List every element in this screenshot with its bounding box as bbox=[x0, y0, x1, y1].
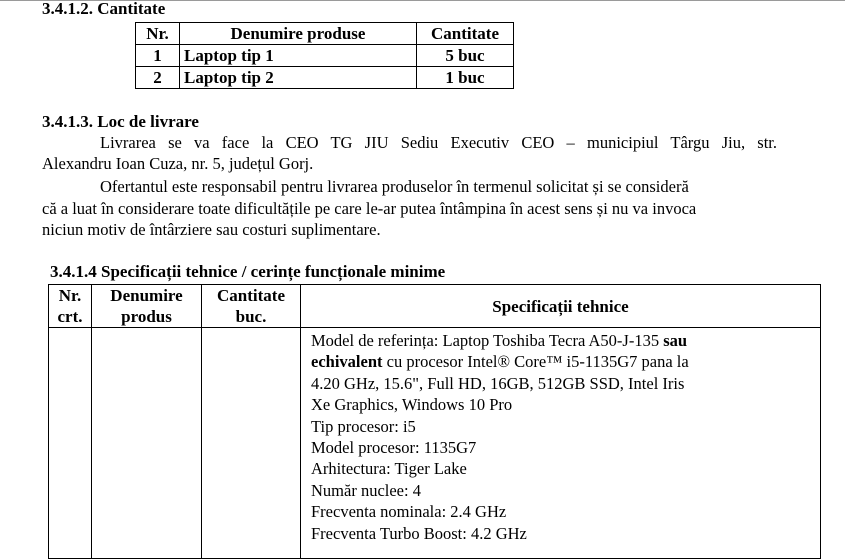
cell-denumire-produs bbox=[92, 328, 202, 559]
header-nr-line1: Nr. bbox=[58, 286, 82, 305]
spec-body-row bbox=[49, 328, 821, 559]
livrare-p1-line2: Alexandru Ioan Cuza, nr. 5, județul Gorj. bbox=[42, 154, 314, 173]
spec-line: Tip procesor: i5 bbox=[311, 416, 416, 436]
header-cant-line2: buc. bbox=[235, 307, 267, 326]
cell-cantitate: 5 buc bbox=[417, 45, 514, 67]
spec-line: Număr nuclee: 4 bbox=[311, 480, 421, 500]
livrare-heading: 3.4.1.3. Loc de livrare bbox=[42, 112, 199, 131]
spec-line: Arhitectura: Tiger Lake bbox=[311, 459, 467, 479]
header-nr-crt bbox=[49, 285, 92, 328]
spec-line: Model procesor: 1135G7 bbox=[311, 438, 477, 458]
spec-table bbox=[48, 284, 821, 559]
spec-line: Frecventa nominala: 2.4 GHz bbox=[311, 502, 507, 522]
header-denumire-produs bbox=[92, 285, 202, 328]
header-cantitate-buc bbox=[202, 285, 301, 328]
livrare-p2-line3: niciun motiv de întârziere sau costuri suplimentare. bbox=[42, 220, 381, 239]
header-cant-line1: Cantitate bbox=[217, 286, 285, 305]
cell-nr: 2 bbox=[136, 67, 180, 89]
cell-specificatii bbox=[301, 328, 821, 559]
cell-cantitate: 1 buc bbox=[417, 67, 514, 89]
header-den-line2: produs bbox=[121, 307, 172, 326]
spec-header-row bbox=[49, 285, 821, 328]
cell-denumire: Laptop tip 1 bbox=[180, 45, 417, 67]
table-header-row bbox=[136, 23, 514, 45]
header-cantitate: Cantitate bbox=[417, 23, 514, 45]
spec-line: Frecventa Turbo Boost: 4.2 GHz bbox=[311, 523, 527, 543]
spec-model-bold1: sau bbox=[663, 331, 688, 350]
spec-model-bold2: echivalent bbox=[311, 352, 383, 372]
spec-model-line4: Xe Graphics, Windows 10 Pro bbox=[311, 395, 513, 415]
spec-model-pre: Model de referința: Laptop Toshiba Tecra A50-J-135 bbox=[311, 331, 664, 350]
header-nr-line2: crt. bbox=[57, 307, 83, 326]
spec-model-post: cu procesor Intel® Core™ i5-1135G7 pana la bbox=[382, 352, 689, 372]
header-nr: Nr. bbox=[136, 23, 180, 45]
spec-model-line1 bbox=[311, 330, 814, 351]
spec-model-line3: 4.20 GHz, 15.6", Full HD, 16GB, 512GB SSD, Intel Iris bbox=[311, 373, 685, 393]
livrare-p1-line1: Livrarea se va face la CEO TG JIU Sediu Executiv CEO – municipiul Târgu Jiu, str. bbox=[100, 133, 777, 152]
cell-cantitate-buc bbox=[202, 328, 301, 559]
livrare-p2-line2: că a luat în considerare toate dificultățile pe care le-ar putea întâmpina în acest sens și nu va invoca bbox=[42, 199, 697, 218]
cell-denumire: Laptop tip 2 bbox=[180, 67, 417, 89]
header-denumire: Denumire produse bbox=[180, 23, 417, 45]
cantitate-table bbox=[135, 22, 514, 89]
cell-nr-crt bbox=[49, 328, 92, 559]
spec-heading: 3.4.1.4 Specificații tehnice / cerințe funcționale minime bbox=[50, 262, 446, 281]
cantitate-heading: 3.4.1.2. Cantitate bbox=[42, 0, 166, 18]
spec-model-line2 bbox=[311, 351, 814, 372]
cell-nr: 1 bbox=[136, 45, 180, 67]
livrare-p2-line1: Ofertantul este responsabil pentru livrarea produselor în termenul solicitat și se consideră bbox=[100, 177, 689, 196]
table-row bbox=[136, 45, 514, 67]
header-specificatii: Specificații tehnice bbox=[301, 285, 821, 328]
table-row bbox=[136, 67, 514, 89]
header-den-line1: Denumire bbox=[110, 286, 183, 305]
